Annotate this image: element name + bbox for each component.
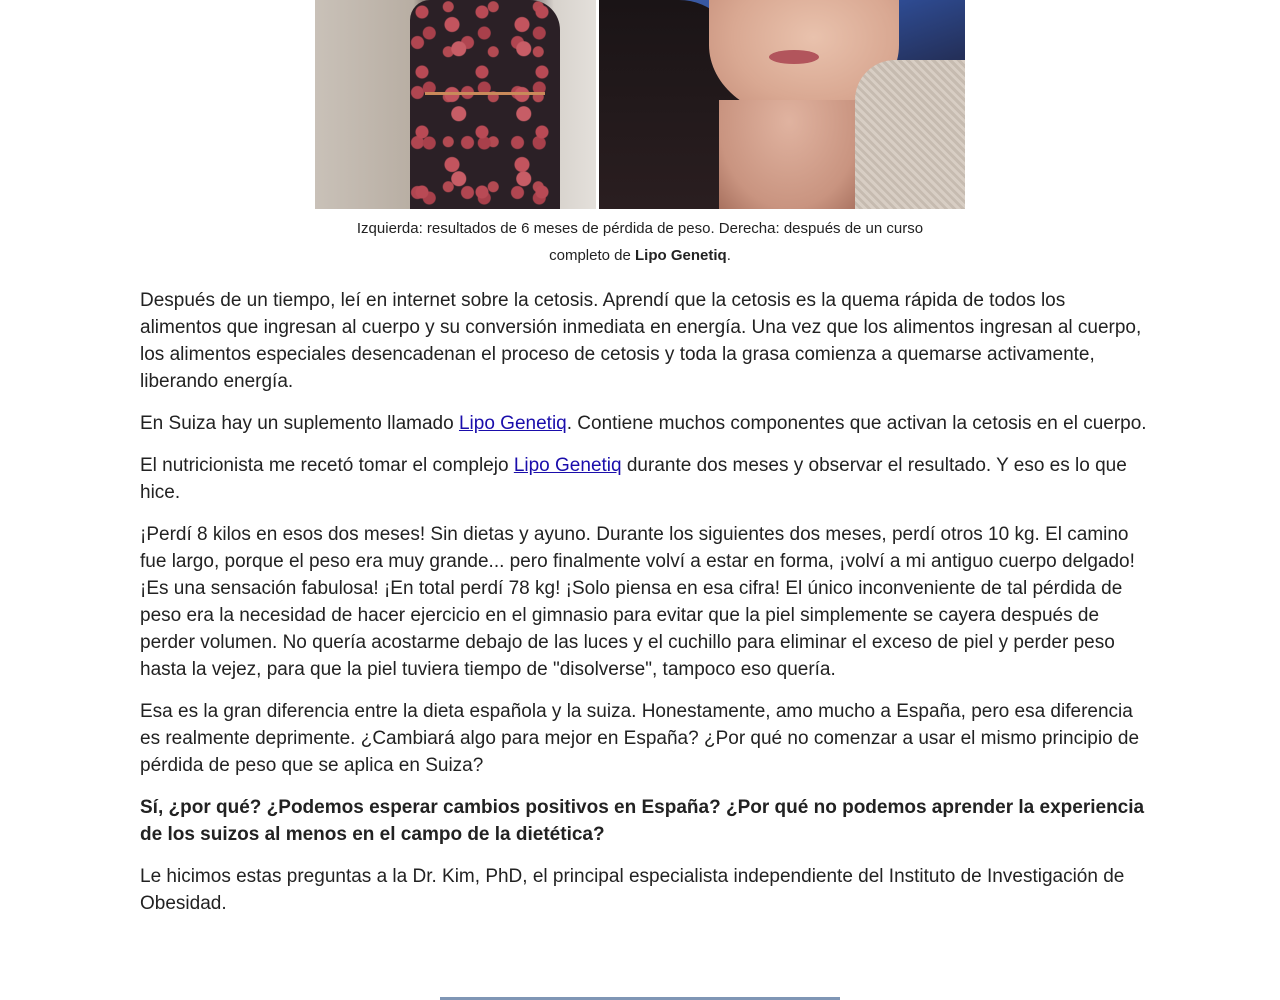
before-photo bbox=[315, 0, 596, 209]
photo-caption bbox=[315, 215, 965, 269]
caption-product-name: Lipo Genetiq bbox=[635, 247, 727, 264]
after-photo bbox=[599, 0, 965, 209]
paragraph-supplement bbox=[140, 410, 1150, 437]
floral-dress-shape bbox=[410, 0, 560, 209]
paragraph-cetosis: Después de un tiempo, leí en internet sobre la cetosis. Aprendí que la cetosis es la quema rápida de todos los alimentos que ingresan al cuerpo y su conversión inmediata en energía. Una vez que los alimentos ingresan al cuerpo, los alimentos especiales desencadenan el proceso de cetosis y toda la grasa comienza a quemarse activamente, liberando energía. bbox=[140, 290, 1142, 392]
paragraph-dr-kim: Le hicimos estas preguntas a la Dr. Kim, PhD, el principal especialista independiente del Instituto de Investigación de Obesidad. bbox=[140, 866, 1125, 914]
caption-line-1: Izquierda: resultados de 6 meses de pérdida de peso. Derecha: después de un curso bbox=[356, 220, 924, 237]
paragraph-results: ¡Perdí 8 kilos en esos dos meses! Sin dietas y ayuno. Durante los siguientes dos meses, perdí otros 10 kg. El camino fue largo, porque el peso era muy grande... pero finalmente volví a estar en forma, ¡volví a mi antiguo cuerpo delgado! ¡Es una sensación fabulosa! ¡En total perdí 78 kg! ¡Solo piensa en esa cifra! El único inconveniente de tal pérdida de peso era la necesidad de hacer ejercicio en el gimnasio para evitar que la piel simplemente se cayera después de perder volumen. No quería acostarme debajo de las luces y el cuchillo para eliminar el exceso de piel y perder peso hasta la vejez, para que la piel tuviera tiempo de "disolverse", tampoco eso quería. bbox=[140, 524, 1135, 680]
neck-shape bbox=[719, 100, 859, 209]
dress-belt-shape bbox=[425, 92, 545, 95]
paragraph-supplement-post: . Contiene muchos componentes que activan la cetosis en el cuerpo. bbox=[566, 413, 1147, 434]
lips-shape bbox=[769, 50, 819, 64]
paragraph-supplement-pre: En Suiza hay un suplemento llamado bbox=[140, 413, 459, 434]
paragraph-nutritionist-pre: El nutricionista me recetó tomar el complejo bbox=[140, 455, 514, 476]
caption-line-2-pre: completo de bbox=[549, 247, 636, 264]
cardigan-shape bbox=[855, 60, 965, 209]
paragraph-questions: Sí, ¿por qué? ¿Podemos esperar cambios positivos en España? ¿Por qué no podemos aprender la experiencia de los suizos al menos en el campo de la dietética? bbox=[140, 797, 1145, 845]
before-after-photos bbox=[315, 0, 965, 209]
article-body bbox=[140, 287, 1150, 932]
paragraph-nutritionist bbox=[140, 452, 1150, 506]
paragraph-nutritionist-post: durante dos meses y observar el resultado. Y eso es lo que hice. bbox=[140, 455, 1127, 503]
caption-line-2-post: . bbox=[726, 247, 731, 264]
lipo-genetiq-link[interactable]: Lipo Genetiq bbox=[458, 413, 567, 434]
caption-line-2 bbox=[315, 242, 965, 269]
lipo-genetiq-link-2[interactable]: Lipo Genetiq bbox=[513, 455, 622, 476]
paragraph-difference: Esa es la gran diferencia entre la dieta española y la suiza. Honestamente, amo mucho a España, pero esa diferencia es realmente deprimente. ¿Cambiará algo para mejor en España? ¿Por qué no comenzar a usar el mismo principio de pérdida de peso que se aplica en Suiza? bbox=[140, 701, 1140, 776]
